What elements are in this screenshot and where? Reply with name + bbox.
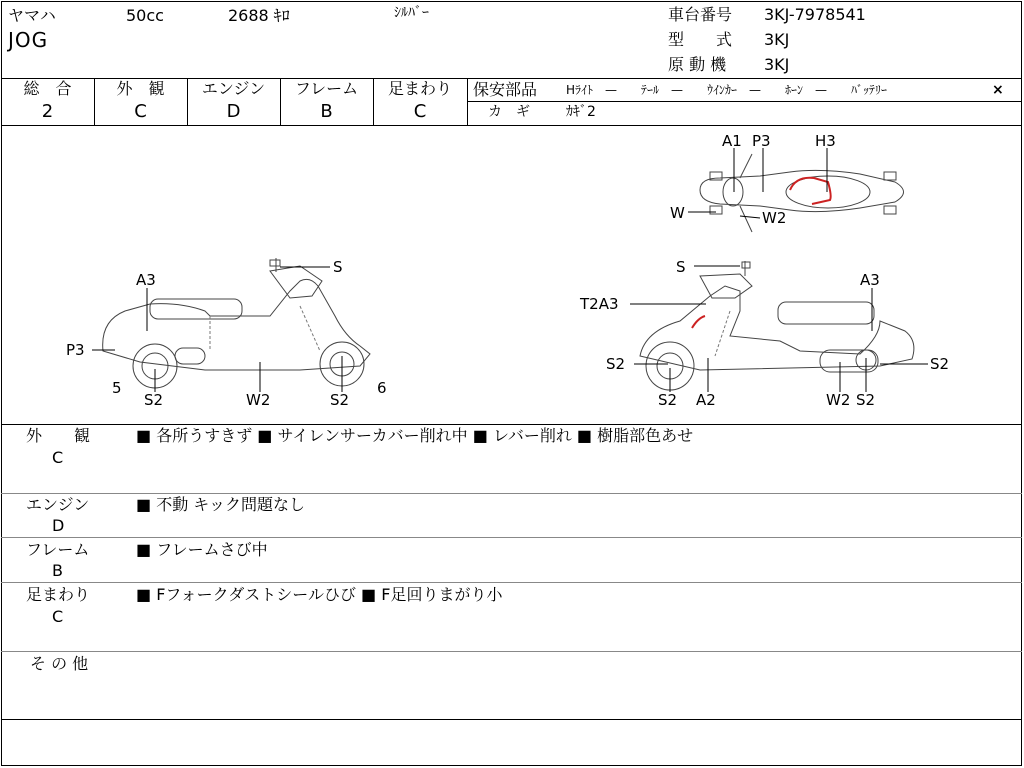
right-label-a3: A3 xyxy=(860,271,880,289)
safety-label: 保安部品 xyxy=(473,80,538,99)
note-category-engine: エンジン xyxy=(26,495,90,514)
key-label: カ ギ xyxy=(488,104,530,120)
maker: ヤマハ xyxy=(8,6,56,25)
right-label-a2: A2 xyxy=(696,391,716,409)
divider xyxy=(1,719,1022,720)
scooter-right-side-view xyxy=(630,261,928,392)
right-label-s2-muffler: S2 xyxy=(856,391,876,409)
type-label: 型 式 xyxy=(668,30,733,49)
note-category-exterior: 外 観 xyxy=(26,426,91,445)
top-label-a1: A1 xyxy=(722,132,742,150)
frame-no: 3KJ-7978541 xyxy=(764,5,866,24)
note-grade-frame: B xyxy=(52,561,63,580)
color: ｼﾙﾊﾞｰ xyxy=(394,5,429,21)
note-grade-engine: D xyxy=(52,516,65,535)
engine-label: 原 動 機 xyxy=(668,55,727,74)
top-label-w: W xyxy=(670,204,685,222)
note-grade-suspension: C xyxy=(52,607,64,626)
note-category-frame: フレーム xyxy=(26,540,90,559)
type-value: 3KJ xyxy=(764,30,790,49)
right-label-s2-left: S2 xyxy=(606,355,626,373)
top-label-h3: H3 xyxy=(815,132,836,150)
right-label-s2-wheel: S2 xyxy=(658,391,678,409)
grade-suspension: C xyxy=(413,101,427,122)
right-label-t2a3: T2A3 xyxy=(580,295,619,313)
note-text-suspension: ■ Fフォークダストシールひび ■ F足回りまがり小 xyxy=(136,585,503,604)
displacement: 50cc xyxy=(126,6,164,25)
grade-suspension-label: 足まわり xyxy=(387,79,452,98)
right-label-s: S xyxy=(676,258,686,276)
divider xyxy=(467,78,468,125)
left-label-w2: W2 xyxy=(246,391,271,409)
grade-frame-label: フレーム xyxy=(294,79,359,98)
divider xyxy=(1,424,1022,425)
top-label-w2: W2 xyxy=(762,209,787,227)
note-text-engine: ■ 不動 キック問題なし xyxy=(136,495,305,514)
grade-engine-label: エンジン xyxy=(201,79,266,98)
mileage: 2688 ｷﾛ xyxy=(228,6,290,25)
scooter-diagrams xyxy=(0,126,1024,424)
right-label-s2-right: S2 xyxy=(930,355,950,373)
grade-exterior-label: 外 観 xyxy=(116,79,165,98)
divider xyxy=(468,101,1022,102)
safety-items: Hﾗｲﾄ — ﾃｰﾙ — ｳｲﾝｶｰ — ﾎｰﾝ — ﾊﾞｯﾃﾘｰ xyxy=(566,83,888,97)
note-grade-exterior: C xyxy=(52,448,64,467)
frame-no-label: 車台番号 xyxy=(668,5,733,24)
grade-engine: D xyxy=(226,101,241,122)
divider xyxy=(1,651,1022,652)
engine-value: 3KJ xyxy=(764,55,790,74)
left-label-a3: A3 xyxy=(136,271,156,289)
scooter-top-view xyxy=(688,148,904,232)
left-label-s2-rear: S2 xyxy=(144,391,164,409)
left-label-s2-front: S2 xyxy=(330,391,350,409)
left-label-5: 5 xyxy=(112,379,122,397)
note-category-suspension: 足まわり xyxy=(26,585,91,604)
grade-exterior: C xyxy=(134,101,147,122)
left-label-s: S xyxy=(333,258,343,276)
top-label-p3: P3 xyxy=(752,132,771,150)
note-category-other: そ の 他 xyxy=(30,654,89,673)
grade-total: 2 xyxy=(41,101,54,122)
left-label-6: 6 xyxy=(377,379,387,397)
grade-frame: B xyxy=(320,101,333,122)
divider xyxy=(1,493,1022,494)
model-name: JOG xyxy=(8,28,49,52)
scooter-left-side-view xyxy=(92,258,370,392)
note-text-exterior: ■ 各所うすきず ■ サイレンサーカバー削れ中 ■ レバー削れ ■ 樹脂部色あせ xyxy=(136,426,694,445)
left-label-p3: P3 xyxy=(66,341,85,359)
divider xyxy=(1,582,1022,583)
grade-total-label: 総 合 xyxy=(23,79,72,98)
right-label-w2: W2 xyxy=(826,391,851,409)
battery-mark: × xyxy=(992,82,1004,98)
divider xyxy=(1,537,1022,538)
key-value: ｶｷﾞ2 xyxy=(566,104,596,120)
note-text-frame: ■ フレームさび中 xyxy=(136,540,268,559)
